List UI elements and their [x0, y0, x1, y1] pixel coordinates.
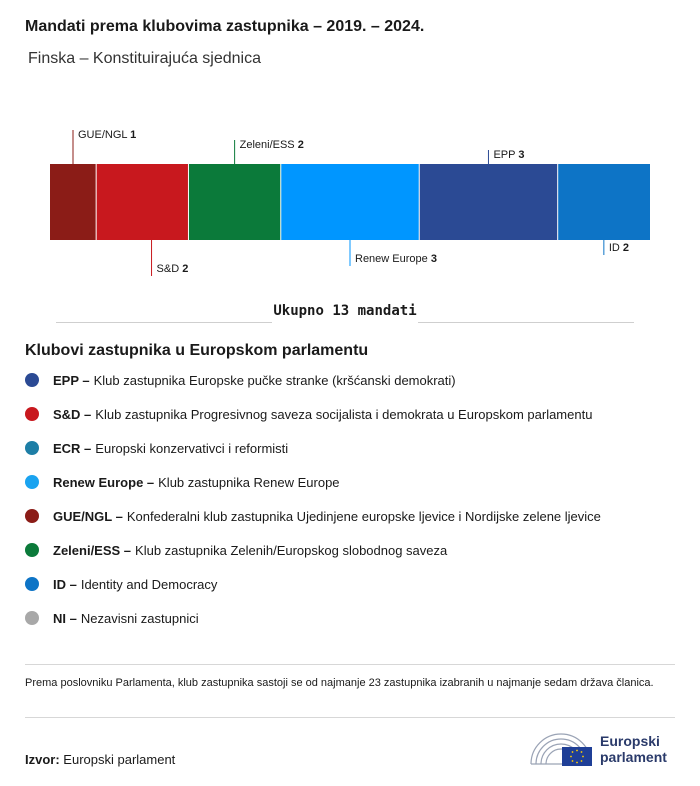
data-label: Zeleni/ESS 2	[239, 139, 304, 151]
legend-swatch	[25, 373, 39, 387]
data-label: S&D 2	[156, 263, 189, 275]
legend-item	[25, 506, 601, 526]
european-parliament-logo	[528, 728, 678, 770]
legend-title: Klubovi zastupnika u Europskom parlamentu	[25, 342, 369, 359]
legend-abbr: ECR –	[53, 440, 92, 456]
note-divider-top	[25, 664, 675, 665]
total-seats: Ukupno 13 mandati	[273, 303, 417, 319]
legend-abbr: NI –	[53, 610, 77, 626]
legend-swatch	[25, 577, 39, 591]
legend-item	[25, 574, 217, 594]
legend-abbr: Zeleni/ESS –	[53, 542, 132, 558]
legend-swatch	[25, 441, 39, 455]
footnote: Prema poslovniku Parlamenta, klub zastupnika sastoji se od najmanje 23 zastupnika izabranih u najmanje sedam država članica.	[25, 677, 654, 689]
parliament-hemicycle-icon	[528, 731, 594, 767]
legend-abbr: Renew Europe –	[53, 474, 155, 490]
bar-segment-gue-ngl	[50, 164, 96, 240]
legend-item	[25, 370, 456, 390]
legend-swatch	[25, 611, 39, 625]
legend-description: Europski konzervativci i reformisti	[95, 440, 289, 456]
total-divider-right	[418, 322, 634, 323]
legend-item	[25, 472, 340, 492]
bar-segment-renew-europe	[281, 164, 419, 240]
source	[25, 752, 175, 767]
legend-abbr: EPP –	[53, 372, 90, 388]
note-divider-bottom	[25, 717, 675, 718]
source-label: Izvor:	[25, 752, 60, 767]
data-label: Renew Europe 3	[355, 253, 437, 265]
legend-item	[25, 438, 288, 458]
bar-segment-epp	[419, 164, 557, 240]
legend-abbr: GUE/NGL –	[53, 508, 123, 524]
legend-swatch	[25, 543, 39, 557]
legend-swatch	[25, 475, 39, 489]
logo-text	[600, 733, 667, 765]
legend-description: Klub zastupnika Europske pučke stranke (kršćanski demokrati)	[93, 372, 456, 388]
source-value: Europski parlament	[63, 752, 176, 767]
bar-segment-zeleni-ess	[188, 164, 280, 240]
legend-abbr: S&D –	[53, 406, 92, 422]
chart-subtitle: Finska – Konstituirajuća sjednica	[28, 50, 262, 67]
chart-title: Mandati prema klubovima zastupnika – 2019. – 2024.	[25, 18, 425, 35]
data-label: GUE/NGL 1	[78, 129, 137, 141]
legend-description: Klub zastupnika Zelenih/Europskog slobodnog saveza	[135, 542, 448, 558]
legend-item	[25, 404, 592, 424]
legend-description: Klub zastupnika Renew Europe	[158, 474, 340, 490]
legend-description: Nezavisni zastupnici	[80, 610, 199, 626]
logo-line-2: parlament	[600, 749, 667, 765]
stacked-bar-chart	[0, 120, 700, 290]
logo-line-1: Europski	[600, 733, 660, 749]
legend-description: Identity and Democracy	[80, 576, 218, 592]
legend-item	[25, 608, 199, 628]
legend-description: Konfederalni klub zastupnika Ujedinjene europske ljevice i Nordijske zelene ljevice	[126, 508, 601, 524]
bar-segment-id	[558, 164, 650, 240]
legend-swatch	[25, 509, 39, 523]
bar-segment-s-d	[96, 164, 188, 240]
legend-swatch	[25, 407, 39, 421]
legend-description: Klub zastupnika Progresivnog saveza socijalista i demokrata u Europskom parlamentu	[95, 406, 593, 422]
data-label: ID 2	[608, 242, 630, 254]
legend-abbr: ID –	[53, 576, 77, 592]
data-label: EPP 3	[493, 149, 525, 161]
total-divider-left	[56, 322, 272, 323]
legend-item	[25, 540, 447, 560]
